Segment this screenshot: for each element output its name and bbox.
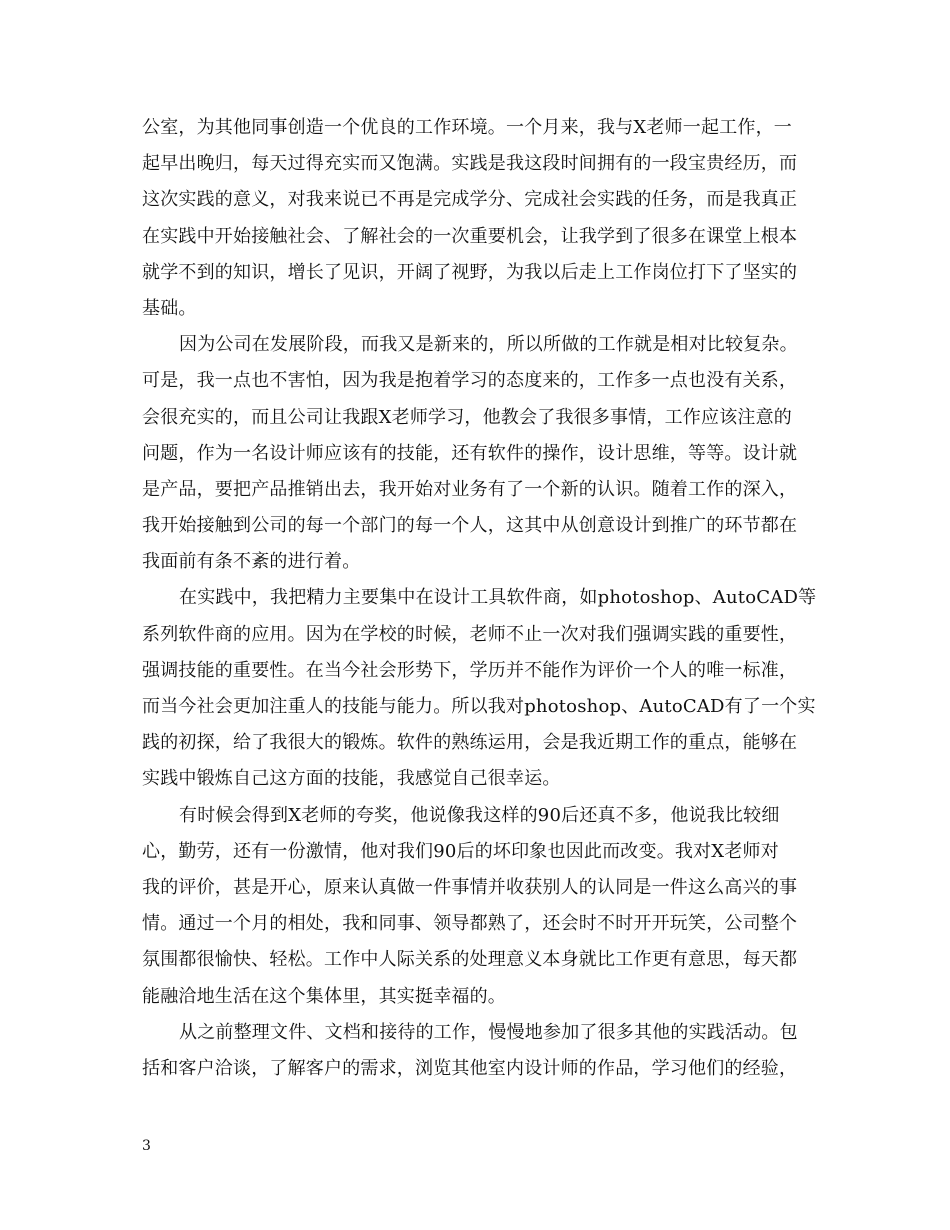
paragraph-start-line: 从之前整理文件、文档和接待的工作，慢慢地参加了很多其他的实践活动。包 [179,1021,798,1043]
page-number: 3 [142,1138,151,1154]
text-line: 情。通过一个月的相处，我和同事、领导都熟了，还会时不时开开玩笑，公司整个 [142,913,798,935]
text-line: 而当今社会更加注重人的技能与能力。所以我对photoshop、AutoCAD有了一个实 [142,696,816,717]
text-line: 这次实践的意义，对我来说已不再是完成学分、完成社会实践的任务，而是我真正 [142,189,798,211]
text-line: 可是，我一点也不害怕，因为我是抱着学习的态度来的，工作多一点也没有关系， [142,370,798,392]
text-line: 能融洽地生活在这个集体里，其实挺幸福的。 [142,985,506,1007]
text-line: 实践中锻炼自己这方面的技能，我感觉自己很幸运。 [142,768,561,790]
text-line: 心，勤劳，还有一份激情，他对我们90后的坏印象也因此而改变。我对X老师对 [142,840,779,862]
text-line: 就学不到的知识，增长了见识，开阔了视野，为我以后走上工作岗位打下了坚实的 [142,261,798,283]
text-line: 起早出晚归，每天过得充实而又饱满。实践是我这段时间拥有的一段宝贵经历，而 [142,153,798,175]
paragraph-start-line: 有时候会得到X老师的夸奖，他说像我这样的90后还真不多，他说我比较细 [179,804,780,826]
text-line: 系列软件商的应用。因为在学校的时候，老师不止一次对我们强调实践的重要性， [142,623,798,645]
text-line: 我开始接触到公司的每一个部门的每一个人，这其中从创意设计到推广的环节都在 [142,515,798,537]
text-line: 我面前有条不紊的进行着。 [142,551,361,573]
text-line: 是产品，要把产品推销出去，我开始对业务有了一个新的认识。随着工作的深入， [142,478,798,500]
text-line: 公室，为其他同事创造一个优良的工作环境。一个月来，我与X老师一起工作，一 [142,117,793,138]
text-line: 强调技能的重要性。在当今社会形势下，学历并不能作为评价一个人的唯一标准， [142,659,798,681]
text-line: 基础。 [142,297,197,319]
paragraph-start-line: 因为公司在发展阶段，而我又是新来的，所以所做的工作就是相对比较复杂。 [179,334,798,356]
text-line: 氛围都很愉快、轻松。工作中人际关系的处理意义本身就比工作更有意思，每天都 [142,949,798,971]
text-line: 在实践中开始接触社会、了解社会的一次重要机会，让我学到了很多在课堂上根本 [142,225,798,247]
body-text [142,110,817,1087]
text-line: 我的评价，甚是开心，原来认真做一件事情并收获别人的认同是一件这么高兴的事 [142,876,798,898]
text-line: 践的初探，给了我很大的锻炼。软件的熟练运用，会是我近期工作的重点，能够在 [142,732,798,754]
paragraph-start-line: 在实践中，我把精力主要集中在设计工具软件商，如photoshop、AutoCAD等 [179,587,817,609]
text-line: 问题，作为一名设计师应该有的技能，还有软件的操作，设计思维，等等。设计就 [142,442,798,464]
text-line: 会很充实的，而且公司让我跟X老师学习，他教会了我很多事情，工作应该注意的 [142,406,793,428]
text-line: 括和客户洽谈，了解客户的需求，浏览其他室内设计师的作品，学习他们的经验， [142,1057,798,1079]
